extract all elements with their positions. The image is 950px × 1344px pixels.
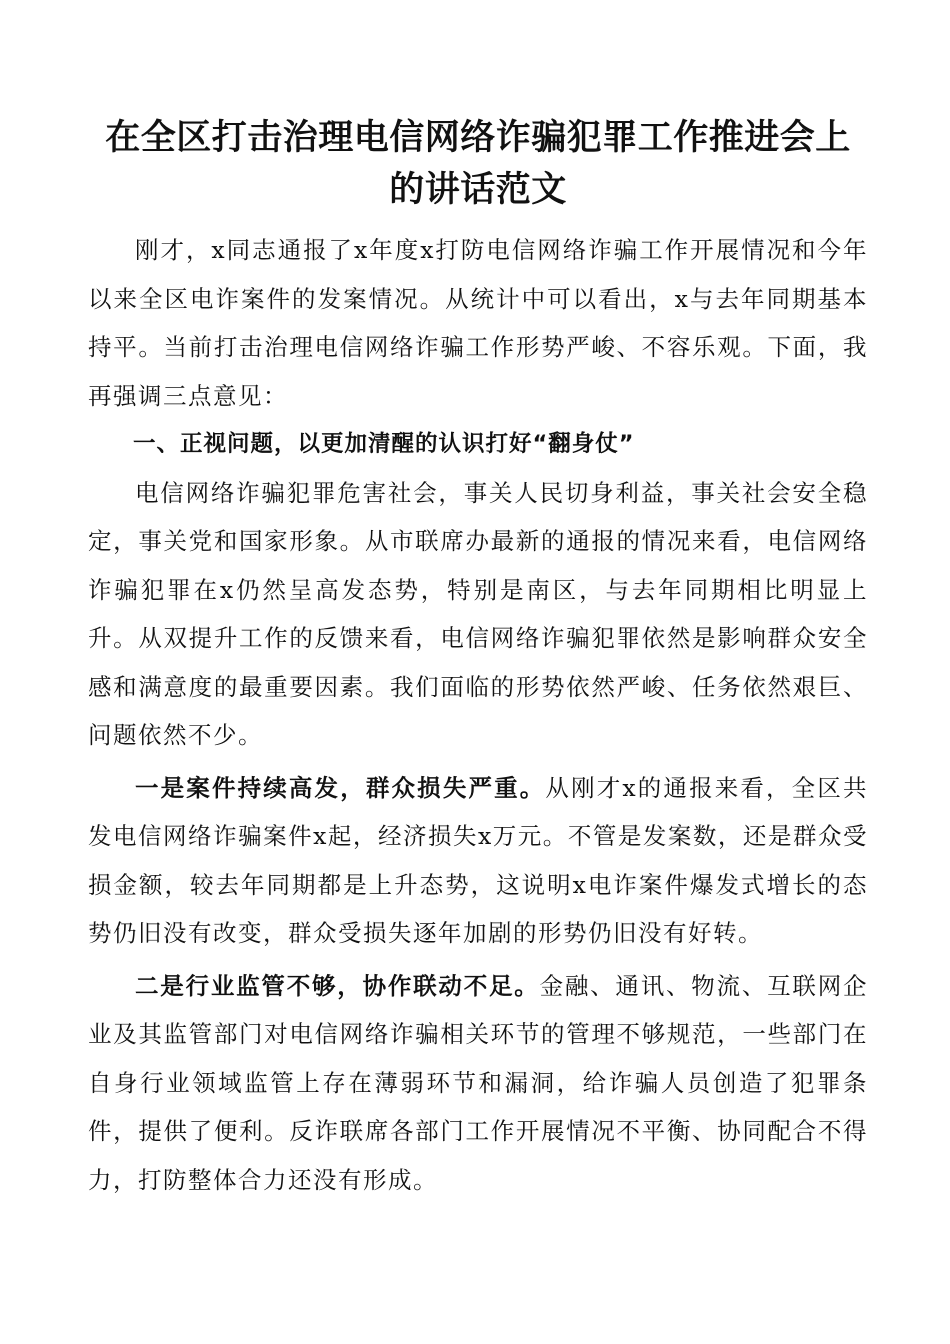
document-title <box>88 112 868 216</box>
title-line-2: 的讲话范文 <box>389 170 567 210</box>
point-2-lead: 二是行业监管不够，协作联动不足。 <box>135 971 540 1000</box>
point-2-paragraph <box>88 962 868 1205</box>
point-1-paragraph <box>88 764 868 958</box>
document-page <box>88 112 868 1204</box>
section-1-paragraph: 电信网络诈骗犯罪危害社会，事关人民切身利益，事关社会安全稳定，事关党和国家形象。从市联席办最新的通报的情况来看，电信网络诈骗犯罪在x仍然呈高发态势，特别是南区，与去年同期相比明显上升。从双提升工作的反馈来看，电信网络诈骗犯罪依然是影响群众安全感和满意度的最重要因素。我们面临的形势依然严峻、任务依然艰巨、问题依然不少。 <box>88 478 868 749</box>
title-line-1: 在全区打击治理电信网络诈骗犯罪工作推进会上 <box>105 118 851 158</box>
point-1-body: 从刚才x的通报来看，全区共发电信网络诈骗案件x起，经济损失x万元。不管是发案数，还是群众受损金额，较去年同期都是上升态势，这说明x电诈案件爆发式增长的态势仍旧没有改变，群众受损失逐年加剧的形势仍旧没有好转。 <box>88 773 868 947</box>
point-2-body: 金融、通讯、物流、互联网企业及其监管部门对电信网络诈骗相关环节的管理不够规范，一些部门在自身行业领域监管上存在薄弱环节和漏洞，给诈骗人员创造了犯罪条件，提供了便利。反诈联席各部门工作开展情况不平衡、协同配合不得力，打防整体合力还没有形成。 <box>88 971 869 1194</box>
intro-paragraph: 刚才，x同志通报了x年度x打防电信网络诈骗工作开展情况和今年以来全区电诈案件的发案情况。从统计中可以看出，x与去年同期基本持平。当前打击治理电信网络诈骗工作形势严峻、不容乐观。下面，我再强调三点意见： <box>88 236 868 410</box>
section-1-heading: 一、正视问题，以更加清醒的认识打好“翻身仗” <box>133 431 635 457</box>
point-1-lead: 一是案件持续高发，群众损失严重。 <box>135 773 546 802</box>
